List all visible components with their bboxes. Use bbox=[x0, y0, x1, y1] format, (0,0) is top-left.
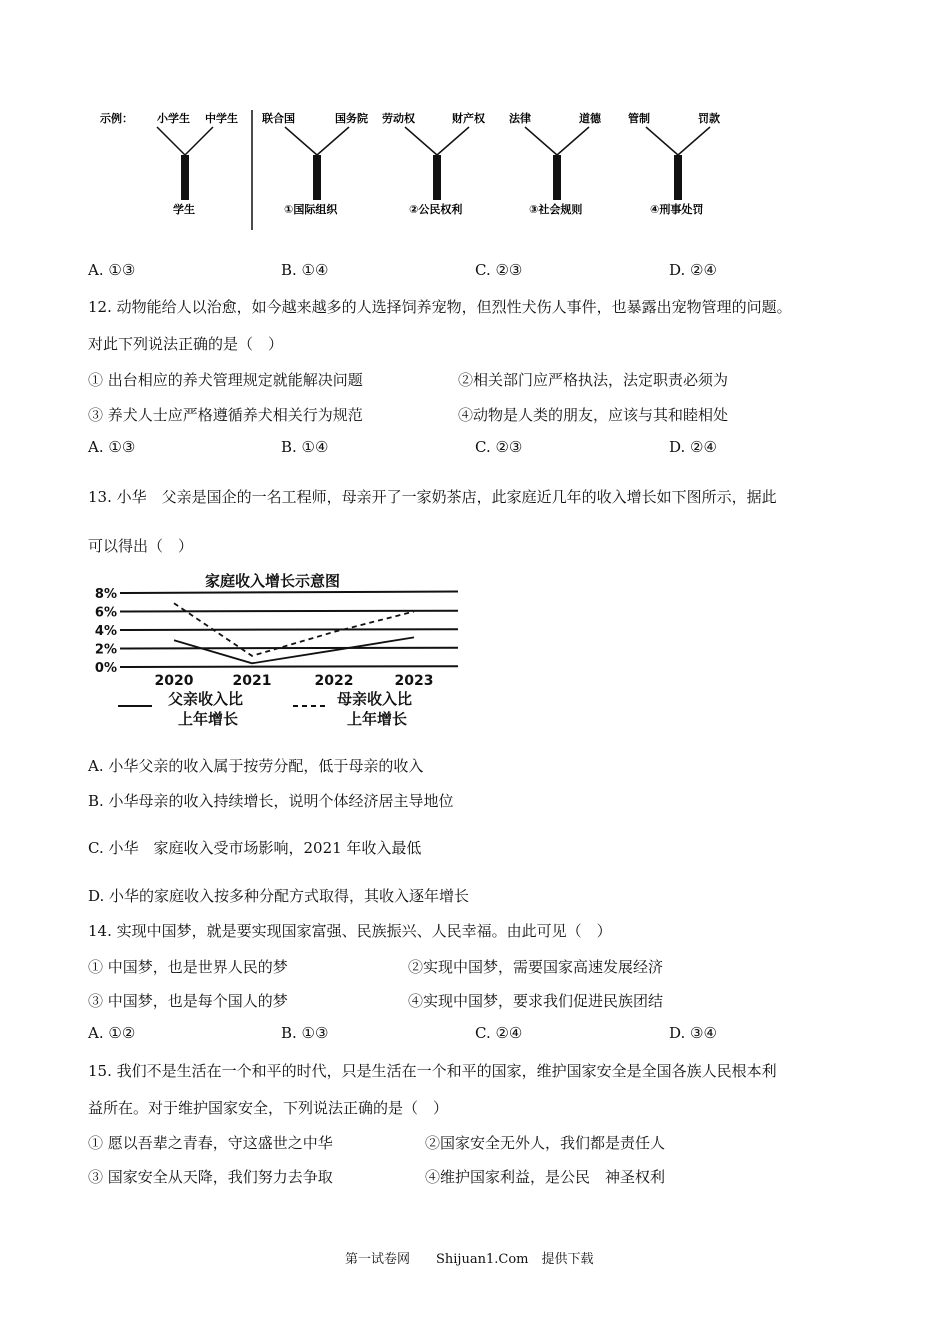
q14-statement-3: ③ 中国梦，也是每个国人的梦 bbox=[88, 992, 288, 1010]
x-tick-label: 2021 bbox=[232, 673, 272, 689]
diagram-right-label: 国务院 bbox=[335, 112, 368, 125]
q14-statement-2: ②实现中国梦，需要国家高速发展经济 bbox=[408, 958, 664, 976]
y-tick-label: 6% bbox=[94, 605, 117, 621]
y-tick-label: 0% bbox=[94, 661, 117, 676]
q12-stem-line2: 对此下列说法正确的是（ ） bbox=[88, 335, 284, 353]
q11-option-b: B. ①④ bbox=[281, 261, 329, 279]
income-chart bbox=[90, 568, 465, 728]
q13-stem-line1: 13. 小华 父亲是国企的一名工程师，母亲开了一家奶茶店，此家庭近几年的收入增长如下图所示，据此 bbox=[88, 488, 777, 506]
q12-statement-3: ③ 养犬人士应严格遵循养犬相关行为规范 bbox=[88, 406, 363, 424]
page-footer: 第一试卷网 Shijuan1.Com 提供下载 bbox=[345, 1252, 594, 1267]
chart-title: 家庭收入增长示意图 bbox=[205, 572, 341, 590]
q12-option-b: B. ①④ bbox=[281, 438, 329, 456]
diagram-right-label: 道德 bbox=[579, 112, 601, 125]
q14-statement-1: ① 中国梦，也是世界人民的梦 bbox=[88, 958, 288, 976]
q15-statement-2: ②国家安全无外人，我们都是责任人 bbox=[425, 1134, 666, 1152]
q13-option-b: B. 小华母亲的收入持续增长，说明个体经济居主导地位 bbox=[88, 792, 454, 810]
q11-option-c: C. ②③ bbox=[475, 261, 523, 279]
diagram-bottom-label: 学生 bbox=[173, 203, 195, 216]
q12-statement-1: ① 出台相应的养犬管理规定就能解决问题 bbox=[88, 371, 363, 389]
q15-statement-4: ④维护国家利益，是公民 神圣权利 bbox=[425, 1168, 666, 1186]
q14-option-c: C. ②④ bbox=[475, 1024, 523, 1042]
q12-statement-2: ②相关部门应严格执法，法定职责必须为 bbox=[458, 371, 729, 389]
diagram-bottom-label: ②公民权利 bbox=[409, 203, 463, 216]
diagram-left-label: 联合国 bbox=[262, 112, 295, 125]
q14-option-a: A. ①② bbox=[88, 1024, 136, 1042]
q14-option-d: D. ③④ bbox=[669, 1024, 717, 1042]
x-tick-label: 2020 bbox=[154, 673, 194, 689]
q13-option-d: D. 小华的家庭收入按多种分配方式取得，其收入逐年增长 bbox=[88, 887, 470, 905]
chart-legend bbox=[118, 690, 412, 728]
diagram-group-0 bbox=[157, 111, 238, 216]
q14-stem: 14. 实现中国梦，就是要实现国家富强、民族振兴、人民幸福。由此可见（ ） bbox=[88, 922, 612, 940]
legend-father-label-line1: 父亲收入比 bbox=[168, 690, 244, 708]
gridline bbox=[120, 666, 458, 667]
x-tick-label: 2023 bbox=[394, 673, 434, 689]
q15-stem-line2: 益所在。对于维护国家安全，下列说法正确的是（ ） bbox=[88, 1099, 449, 1117]
q12-option-d: D. ②④ bbox=[669, 438, 717, 456]
diagram-group-1 bbox=[262, 111, 368, 216]
gridline bbox=[120, 611, 458, 612]
diagram-group-2 bbox=[382, 111, 486, 216]
q12-option-c: C. ②③ bbox=[475, 438, 523, 456]
q11-option-d: D. ②④ bbox=[669, 261, 717, 279]
q13-stem-line2: 可以得出（ ） bbox=[88, 537, 194, 555]
diagram-bottom-label: ③社会规则 bbox=[529, 203, 583, 216]
gridline bbox=[120, 592, 458, 594]
q12-option-a: A. ①③ bbox=[88, 438, 136, 456]
legend-father-label-line2: 上年增长 bbox=[178, 710, 239, 728]
diagram-left-label: 小学生 bbox=[157, 112, 190, 125]
gridline bbox=[120, 629, 458, 630]
q13-option-a: A. 小华父亲的收入属于按劳分配，低于母亲的收入 bbox=[88, 757, 424, 775]
diagram-left-label: 管制 bbox=[628, 112, 650, 125]
q14-statement-4: ④实现中国梦，要求我们促进民族团结 bbox=[408, 992, 664, 1010]
diagram-left-label: 劳动权 bbox=[382, 112, 415, 125]
diagram-example-prefix: 示例： bbox=[100, 112, 133, 125]
q14-option-b: B. ①③ bbox=[281, 1024, 329, 1042]
y-tick-label: 4% bbox=[94, 624, 117, 639]
diagram-left-label: 法律 bbox=[509, 112, 531, 125]
diagram-right-label: 财产权 bbox=[452, 112, 485, 125]
y-tick-label: 8% bbox=[94, 587, 117, 602]
gridline bbox=[120, 648, 458, 649]
q15-stem-line1: 15. 我们不是生活在一个和平的时代，只是生活在一个和平的国家，维护国家安全是全国各族人民根本利 bbox=[88, 1062, 777, 1080]
q12-stem-line1: 12. 动物能给人以治愈，如今越来越多的人选择饲养宠物，但烈性犬伤人事件，也暴露出宠物管理的问题。 bbox=[88, 298, 792, 316]
diagram-bottom-label: ①国际组织 bbox=[284, 203, 338, 216]
q15-statement-3: ③ 国家安全从天降，我们努力去争取 bbox=[88, 1168, 333, 1186]
diagram-group-3 bbox=[509, 111, 602, 216]
legend-mother-label-line1: 母亲收入比 bbox=[337, 690, 413, 708]
diagram-group-4 bbox=[628, 111, 721, 216]
concept-diagram bbox=[90, 105, 750, 235]
series-line-father bbox=[174, 637, 414, 663]
q12-statement-4: ④动物是人类的朋友，应该与其和睦相处 bbox=[458, 406, 729, 424]
legend-mother-label-line2: 上年增长 bbox=[347, 710, 408, 728]
x-tick-label: 2022 bbox=[314, 673, 354, 689]
diagram-bottom-label: ④刑事处罚 bbox=[650, 203, 704, 216]
diagram-right-label: 罚款 bbox=[698, 112, 720, 125]
q11-option-a: A. ①③ bbox=[88, 261, 136, 279]
y-tick-label: 2% bbox=[94, 642, 117, 658]
q15-statement-1: ① 愿以吾辈之青春，守这盛世之中华 bbox=[88, 1134, 333, 1152]
q13-option-c: C. 小华 家庭收入受市场影响，2021 年收入最低 bbox=[88, 839, 422, 857]
diagram-right-label: 中学生 bbox=[205, 112, 238, 125]
